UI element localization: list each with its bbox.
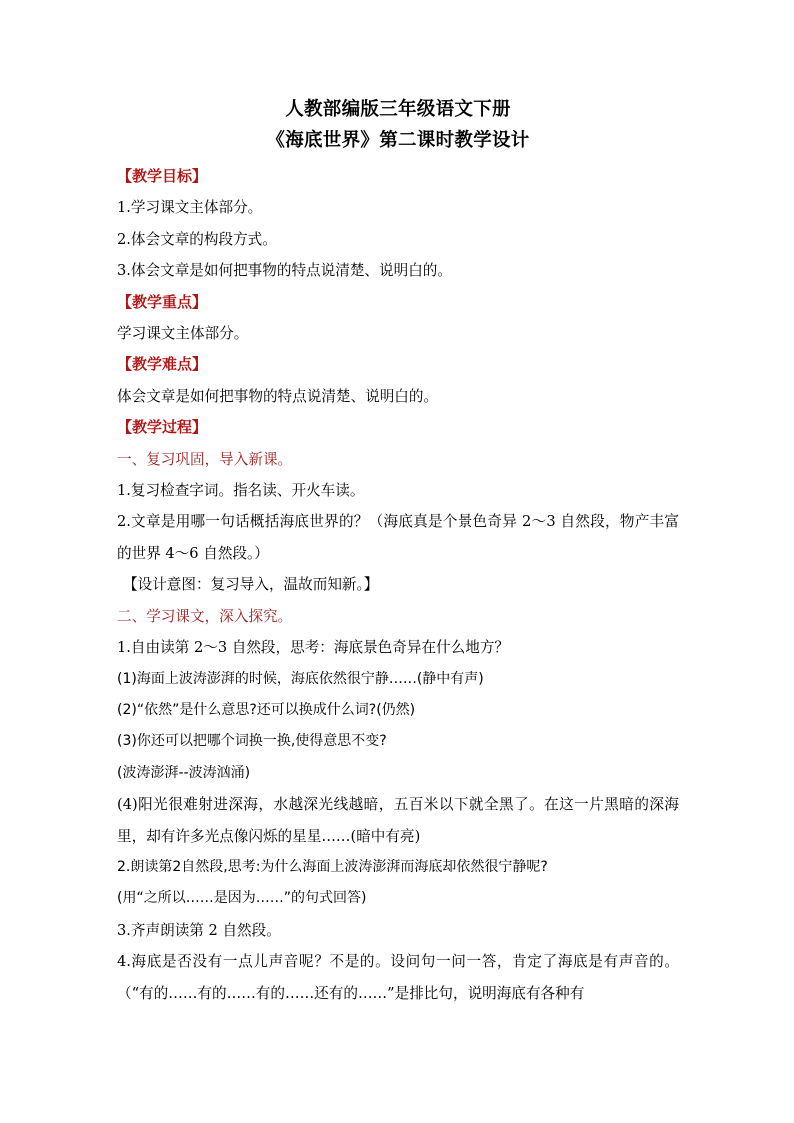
- objectives-heading: 【教学目标】: [117, 167, 208, 185]
- document-title-lesson: 《海底世界》第二课时教学设计: [266, 130, 530, 151]
- part2-question-1c: (3)你还可以把哪个词换一换,使得意思不变?: [117, 733, 387, 750]
- document-page: [117, 92, 679, 1009]
- process-heading: 【教学过程】: [117, 418, 208, 437]
- document-title-grade: 人教部编版三年级语文下册: [285, 99, 511, 120]
- part1-item-2: 2.文章是用哪一句话概括海底世界的？（海底真是个景色奇异 2～3 自然段，物产丰富的世界 4～6 自然段。）: [117, 513, 679, 562]
- process-part2-title: 二、学习课文，深入探究。: [117, 607, 293, 625]
- part2-question-1: 1.自由读第 2～3 自然段，思考：海底景色奇异在什么地方？: [117, 639, 510, 657]
- key-points-heading: 【教学重点】: [117, 292, 208, 311]
- difficulties-heading: 【教学难点】: [117, 355, 208, 374]
- key-points-text: 学习课文主体部分。: [117, 325, 249, 343]
- part2-question-2-hint: (用“之所以……是因为……”的句式回答): [117, 890, 367, 907]
- process-part1-title: 一、复习巩固，导入新课。: [117, 450, 293, 468]
- part2-question-2: 2.朗读第2自然段,思考:为什么海面上波涛澎湃而海底却依然很宁静呢?: [117, 858, 548, 875]
- objective-item-2: 2.体会文章的构段方式。: [117, 230, 277, 248]
- difficulties-text: 体会文章是如何把事物的特点说清楚、说明白的。: [117, 387, 439, 405]
- part2-question-1a: (1)海面上波涛澎湃的时候，海底依然很宁静……(静中有声): [117, 670, 484, 687]
- part2-question-1b: (2)“依然”是什么意思?还可以换成什么词?(仍然): [117, 701, 416, 718]
- part2-question-4: 4.海底是否没有一点儿声音呢？不是的。设问句一问一答，肯定了海底是有声音的。（“有的……有的……有的……还有的……”是排比句，说明海底有各种有: [117, 953, 679, 1002]
- part2-question-1c-answer: (波涛澎湃--波涛汹涌): [117, 764, 251, 781]
- part1-design-intent: 【设计意图：复习导入，温故而知新。】: [123, 576, 379, 594]
- part2-question-1d: (4)阳光很难射进深海，水越深光线越暗，五百米以下就全黑了。在这一片黑暗的深海里，却有许多光点像闪烁的星星……(暗中有亮): [117, 796, 679, 845]
- objective-item-1: 1.学习课文主体部分。: [117, 199, 263, 217]
- objective-item-3: 3.体会文章是如何把事物的特点说清楚、说明白的。: [117, 262, 452, 280]
- part1-item-1: 1.复习检查字词。指名读、开火车读。: [117, 482, 365, 500]
- part2-question-3: 3.齐声朗读第 2 自然段。: [117, 921, 281, 939]
